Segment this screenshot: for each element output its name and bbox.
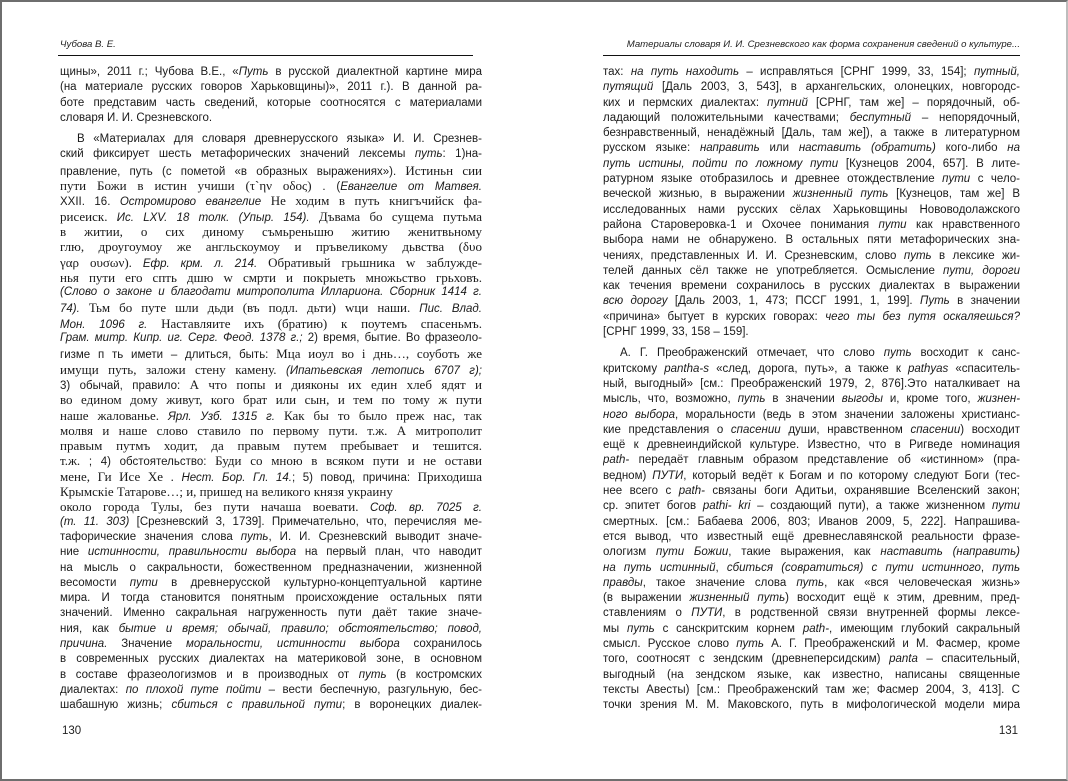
- text: ) восходит ещё к этим, древним, пред-: [785, 592, 1020, 605]
- text: чениях, представленных И. И. Срезневским, слово: [603, 249, 904, 262]
- text-line: [603, 65, 1020, 80]
- text: : 1)на-: [442, 148, 482, 161]
- text-line: [60, 224, 482, 239]
- italic-text: всю дорогу: [603, 295, 668, 308]
- old-russian-quote: имущи путь, заложи стену камену.: [60, 361, 287, 377]
- text-line: [60, 132, 482, 147]
- text: связаны боги Адитьи, охранявшие Вселенский закон;: [704, 485, 1020, 498]
- text-line: [603, 279, 1020, 294]
- text-line: [603, 683, 1020, 698]
- text: выбора нами не обнаружено. В остальных пяти метафорических зна-: [603, 234, 1020, 247]
- text: или: [759, 142, 799, 155]
- text: [Кузнецов, там же] В: [888, 188, 1020, 201]
- text: сохранилось: [399, 637, 482, 650]
- page-body-text: [603, 65, 1020, 713]
- text: ,: [980, 561, 993, 574]
- text-line: [60, 331, 482, 346]
- text-line: [60, 300, 482, 315]
- italic-text: Евангелие от Матвея.: [340, 181, 482, 194]
- old-russian-quote: Наставляите ихъ (братию) к поутемъ спасеньмъ.: [147, 315, 482, 331]
- text-line: [603, 264, 1020, 279]
- text: в русской диалектной картине мира: [268, 66, 482, 78]
- text-line: [603, 80, 1020, 95]
- text-line: [60, 255, 482, 270]
- text-line: [60, 316, 482, 331]
- text-line: [603, 408, 1020, 423]
- italic-text: Пис. Влад.: [419, 303, 482, 316]
- header-rule: [603, 55, 1020, 56]
- text-line: [603, 126, 1020, 141]
- text-line: [603, 187, 1020, 202]
- text: ние: [60, 546, 88, 559]
- text-line: [603, 294, 1020, 309]
- text-line: [603, 545, 1020, 560]
- old-russian-quote: Приходиша: [417, 468, 482, 484]
- text: кие представления о: [603, 423, 731, 436]
- text: кого-либо: [935, 142, 1008, 155]
- text-line: [603, 469, 1020, 484]
- italic-text: жизненный путь: [689, 592, 786, 605]
- text: ратурном языке отобразилось и древнее отождествление: [603, 173, 943, 186]
- text-line: [603, 499, 1020, 514]
- italic-text: путь: [903, 249, 932, 262]
- italic-text: pathi- kri: [702, 500, 751, 513]
- italic-text: на путь находить: [630, 66, 740, 78]
- text-line: [60, 683, 482, 698]
- text-line: [60, 637, 482, 652]
- text-line: [60, 193, 482, 208]
- text-line: [603, 346, 1020, 361]
- text: мысль, что, возможно,: [603, 393, 738, 406]
- text: – исправляться [СРНГ 1999, 33, 154];: [739, 66, 974, 78]
- italic-text: pathyas: [907, 362, 949, 375]
- italic-text: путящий: [603, 81, 654, 94]
- text: ; 4) обстоятельство:: [88, 456, 216, 469]
- old-russian-quote: А что попы и дияконы их един хлеб ядят и: [189, 376, 482, 392]
- old-russian-quote: Тьм бо путе шли дьди (въ подл. дьти) wци наши.: [79, 300, 420, 316]
- text: на первый план, что наводит: [296, 546, 482, 559]
- text: ; в воронецких диалек-: [342, 699, 482, 712]
- text: [СРНГ 1999, 33, 158 – 159].: [603, 326, 749, 339]
- text: ,: [715, 561, 727, 574]
- old-russian-quote: в житии, о сих диному съмьреньшю житию женитвьному: [60, 223, 482, 239]
- text-line: [60, 178, 482, 193]
- text: восходит к санс-: [911, 347, 1020, 360]
- text: ния, как: [60, 622, 119, 635]
- text-line: [603, 96, 1020, 111]
- text: того, соотносят с зендским (древнеперсидским): [603, 653, 890, 666]
- text: [СРНГ, там же] – порядочный, об-: [807, 96, 1020, 109]
- italic-text: пути Божии: [656, 546, 729, 559]
- italic-text: сбиться (совратиться) с пути истинного: [726, 561, 981, 574]
- text-line: [603, 172, 1020, 187]
- text-line: [60, 392, 482, 407]
- old-russian-quote: Мца иоул во і днь…, соуботь же: [276, 346, 482, 362]
- italic-text: истинности, правильности выбора: [87, 546, 297, 559]
- old-russian-quote: Дъвама бо сущема путьма: [309, 208, 482, 224]
- old-russian-quote: γαρ ουσων).: [60, 254, 143, 270]
- italic-text: путь: [240, 530, 269, 543]
- text-line: [60, 285, 482, 300]
- old-russian-quote: рисеиск.: [60, 208, 117, 224]
- text: В «Материалах для словаря древнерусского языка» И. И. Срезнев-: [77, 133, 482, 146]
- text-line: [603, 249, 1020, 264]
- italic-text: спасении: [730, 423, 781, 436]
- text-line: [603, 157, 1020, 172]
- text: с санскритским корнем: [654, 622, 803, 635]
- right-page: [603, 0, 1020, 781]
- left-page: [60, 0, 482, 781]
- italic-text: Ефр. крм. л. 214.: [142, 257, 258, 270]
- old-russian-quote: Буди со мною в всяком пути и не остави: [215, 453, 482, 469]
- text-line: [60, 438, 482, 453]
- text-line: [60, 652, 482, 667]
- text-line: [60, 530, 482, 545]
- old-russian-quote: нья пути его спть дшю w смрти и покрыеть множьство грьховъ.: [60, 269, 482, 285]
- italic-text: моральности, истинности выбора: [186, 637, 400, 650]
- text: – спасительный,: [917, 653, 1020, 666]
- text: «след, дорога, путь», а также к: [708, 362, 908, 375]
- text-line: [603, 561, 1020, 576]
- text-line: [603, 637, 1020, 652]
- text: щины», 2011 г.; Чубова В.Е., «: [60, 66, 239, 78]
- italic-text: наставить (обратить): [798, 142, 936, 155]
- text: в древнерусской культурно-концептуальной картине: [157, 576, 482, 589]
- text: в значении: [949, 295, 1020, 308]
- text-line: [603, 652, 1020, 667]
- text: души, нравственном: [780, 423, 911, 436]
- text-line: [60, 545, 482, 560]
- italic-text: спасении: [910, 423, 961, 436]
- text: мира. И тогда становится понятным происхождение остальных пяти: [60, 592, 482, 605]
- text: как нравственного: [906, 218, 1020, 231]
- italic-text: путь истины, пойти по ложному пути: [603, 157, 839, 170]
- text-line: [60, 469, 482, 484]
- text: [Кузнецов 2004, 657]. В лите-: [838, 157, 1020, 170]
- italic-text: path-: [603, 454, 630, 467]
- text: XXII. 16.: [60, 196, 120, 209]
- text: диалектах:: [60, 683, 126, 696]
- text-line: [603, 141, 1020, 156]
- text: телей данных сёл также не употребляется. Осмысление: [603, 264, 943, 277]
- italic-text: Путь: [920, 295, 950, 308]
- text: безнравственный, ненадёжный [Даль, там же]), а также в литературном: [603, 127, 1020, 140]
- text-line: [60, 668, 482, 683]
- text: ещё к древнеиндийской культуре. Известно, что в Ригведе номинация: [603, 439, 1020, 452]
- text: ких и пермских диалектах:: [603, 96, 768, 109]
- text: в значении: [765, 393, 842, 406]
- text-line: [60, 80, 482, 95]
- text: «спаситель-: [948, 362, 1020, 375]
- text: , такие выражения, как: [728, 546, 881, 559]
- italic-text: направить: [699, 142, 760, 155]
- text: смысл. Русское слово: [603, 637, 737, 650]
- italic-text: ПУТИ: [691, 607, 723, 620]
- text-line: [60, 622, 482, 637]
- text: на мысль о сакральности, божественном предназначении, жизненной: [60, 561, 482, 574]
- italic-text: path-: [678, 485, 705, 498]
- old-russian-quote: правым путмъ ходит, да правым путем пребывает и тешится.: [60, 438, 482, 454]
- italic-text: path-: [802, 622, 830, 635]
- italic-text: чего ты без путя оскаляешься?: [825, 310, 1020, 323]
- text-line: [60, 423, 482, 438]
- text: «причина» бытует в курских говорах:: [603, 310, 826, 323]
- italic-text: пути, дороги: [943, 264, 1020, 277]
- italic-text: причина.: [60, 637, 108, 650]
- text: ный, выгодный» [см.: Преображенский 1979, 2, 876].Это наталкивает на: [603, 377, 1020, 390]
- text: – создающий пути), а также жизненном: [750, 500, 992, 513]
- italic-text: путь: [736, 637, 764, 650]
- text: с чело-: [970, 173, 1020, 186]
- text: тафорические значения слова: [60, 530, 241, 543]
- running-header: Материалы словаря И. И. Срезневского как форма сохранения сведений о культуре...: [626, 39, 1020, 50]
- text-line: [603, 438, 1020, 453]
- text-line: [603, 218, 1020, 233]
- italic-text: жизненный путь: [792, 188, 889, 201]
- text-line: [60, 209, 482, 224]
- text: передаёт главным образом представление об «истинном» (пра-: [629, 454, 1020, 467]
- italic-text: Путь: [238, 66, 269, 78]
- italic-text: Соф. вр. 7025 г.: [370, 502, 482, 515]
- text-line: [60, 591, 482, 606]
- text-line: [603, 233, 1020, 248]
- text-line: [60, 606, 482, 621]
- text-line: [60, 377, 482, 392]
- text-line: [603, 576, 1020, 591]
- old-russian-quote: Обративый грьшника w заблужде-: [257, 254, 482, 270]
- text: в современных русских диалектах на материковой зоне, в основном: [60, 653, 482, 666]
- old-russian-quote: Истиньн сии: [405, 162, 482, 178]
- text: – вести беспечную, разгульную, бес-: [261, 683, 482, 696]
- italic-text: путь: [414, 148, 443, 161]
- text: (в выражении: [603, 592, 690, 605]
- italic-text: (Ипатьевская летопись 6707 г);: [286, 364, 482, 377]
- italic-text: беспутный: [849, 111, 912, 124]
- text: . (: [311, 181, 341, 194]
- italic-text: Мон. 1096 г.: [60, 318, 148, 331]
- text-line: [603, 310, 1020, 325]
- old-russian-quote: мене, Ги Исе Хе .: [60, 468, 182, 484]
- text-line: [603, 698, 1020, 713]
- page-body-text: [60, 65, 482, 713]
- text-line: [603, 530, 1020, 545]
- text: , моральности (ведь в этом значении заложены христианс-: [675, 408, 1020, 421]
- text: А. Г. Преображенский и М. Фасмер, кроме: [763, 637, 1020, 650]
- old-russian-quote: молвя и наше слово ставило по первому пути. т.ж. А митрополит: [60, 422, 482, 438]
- old-russian-quote: т.ж.: [60, 453, 89, 469]
- page-number: 131: [998, 725, 1018, 737]
- italic-text: panta: [889, 653, 918, 666]
- italic-text: Грам. митр. Кипр. иг. Серг. Феод. 1378 г.;: [60, 332, 303, 345]
- italic-text: путный,: [973, 66, 1020, 78]
- text: , И. И. Срезневский выводит значе-: [268, 530, 482, 543]
- italic-text: выгоды: [841, 393, 883, 406]
- text-line: [60, 484, 482, 499]
- text-line: [60, 96, 482, 111]
- text-line: [60, 698, 482, 713]
- text-line: [60, 163, 482, 178]
- italic-text: (Слово о законе и благодати митрополита Иллариона. Сборник 1414 г.: [60, 286, 482, 299]
- old-russian-quote: Крымскiе Татарове…; и, пришед на великого князя украину: [60, 484, 393, 500]
- text: , имеющим глубокий сакральный: [829, 622, 1020, 635]
- text-line: [60, 561, 482, 576]
- text: весомости: [60, 576, 130, 589]
- header-rule: [58, 55, 473, 56]
- italic-text: по плохой путе пойти: [125, 683, 262, 696]
- italic-text: путь: [883, 347, 912, 360]
- text: ется вывод, что известный ещё древнеславянской реальности фразе-: [603, 530, 1020, 543]
- text-line: [603, 453, 1020, 468]
- old-russian-quote: Как бы то было преж нас, так: [274, 407, 482, 423]
- italic-text: Ис. LXV. 18 толк. (Упыр. 154).: [116, 211, 310, 224]
- text-line: [603, 392, 1020, 407]
- text-line: [60, 65, 482, 80]
- text: ) восходит: [960, 423, 1020, 436]
- text: нее всего с: [603, 485, 679, 498]
- italic-text: ПУТИ: [652, 469, 684, 482]
- italic-text: pantha-s: [664, 362, 709, 375]
- text: ологизм: [603, 546, 657, 559]
- italic-text: путь: [796, 576, 825, 589]
- italic-text: на путь истинный: [603, 561, 716, 574]
- italic-text: бытие и время; обычай, правило; обстоятельство; повод,: [118, 622, 482, 635]
- old-russian-quote: наше жалованье.: [60, 407, 168, 423]
- text-line: [60, 453, 482, 468]
- text: ; 5) повод, причина:: [291, 471, 418, 484]
- text: выгодный (на зендском языке, как известно, написаны священные: [603, 668, 1020, 681]
- italic-text: пути: [991, 500, 1020, 513]
- italic-text: сбиться с правильной пути: [171, 699, 343, 712]
- text: 2) время, бытие. Во фразеоло-: [302, 332, 482, 345]
- italic-text: Остромирово евангелие: [119, 196, 262, 209]
- text-line: [603, 484, 1020, 499]
- text: ср. эпитет богов: [603, 500, 703, 513]
- text: (на материале русских говоров Харьковщины)», 2011 г.). В данной ра-: [60, 81, 482, 94]
- italic-text: пути: [942, 173, 971, 186]
- text: точки зрения М. М. Маковского, путь в мифологической модели мира: [603, 699, 1020, 712]
- text: веческой жизнью, в выражении: [603, 188, 793, 201]
- text-line: [60, 239, 482, 254]
- text-line: [603, 668, 1020, 683]
- text: [Даль 2003, 1, 473; ПССГ 1991, 1, 199].: [667, 295, 921, 308]
- text: в составе фразеологизмов и в производных от: [60, 668, 359, 681]
- text-line: [60, 576, 482, 591]
- text: мы: [603, 622, 628, 635]
- text: и, кроме того,: [882, 393, 978, 406]
- text-line: [603, 591, 1020, 606]
- italic-text: путь: [737, 393, 766, 406]
- old-russian-quote: Не ходим в путь книгъчийск фа-: [261, 193, 482, 209]
- text: значений. Именно сакральная нагруженность пути даёт такие значе-: [60, 607, 482, 620]
- text-line: [603, 362, 1020, 377]
- running-header: Чубова В. Е.: [60, 39, 116, 50]
- text: [Срезневский 3, 1739]. Примечательно, что, перечисляя ме-: [129, 515, 482, 528]
- italic-text: пути: [878, 218, 907, 231]
- text: шабашную жизнь;: [60, 699, 172, 712]
- text: как течения времени сохранилось в русских диалектах в выражении: [603, 280, 1020, 293]
- text: исследованных нами русских сёлах Харьковщины Нововодолажского: [603, 203, 1020, 216]
- italic-text: Нест. Бор. Гл. 14.: [181, 471, 292, 484]
- text: в лексике жи-: [931, 249, 1020, 262]
- old-russian-quote: около города Тулы, без пути начаша воевати.: [60, 499, 371, 515]
- italic-text: путь: [627, 622, 655, 635]
- text: тах:: [603, 66, 631, 78]
- text: критскому: [603, 362, 665, 375]
- text-line: [603, 325, 1020, 340]
- text-line: [603, 111, 1020, 126]
- text: 3) обычай, правило:: [60, 379, 190, 392]
- italic-text: ного выбора: [603, 408, 676, 421]
- text-line: [603, 423, 1020, 438]
- text: боте представим часть сведений, которые соотносятся с материалами: [60, 96, 482, 109]
- text-line: [60, 408, 482, 423]
- text: , в родственной связи внутренней формы лексе-: [722, 607, 1020, 620]
- text: русском языке:: [603, 142, 700, 155]
- italic-text: пути: [129, 576, 158, 589]
- text: словаря И. И. Срезневского.: [60, 111, 213, 124]
- italic-text: 74).: [60, 303, 80, 316]
- text: А. Г. Преображенский отмечает, что слово: [620, 347, 884, 360]
- old-russian-quote: пути Божи в истин учиши (τ`ην οδος): [60, 178, 312, 194]
- text-line: [603, 203, 1020, 218]
- text: смертных. [см.: Бабаева 2006, 803; Иванов 2009, 5, 222]. Напрашива-: [603, 515, 1020, 528]
- text-line: [60, 147, 482, 162]
- italic-text: жизнен-: [977, 393, 1020, 406]
- italic-text: Ярл. Узб. 1315 г.: [167, 410, 275, 423]
- text: гизме п ть имети – длиться, быть:: [60, 349, 277, 362]
- text: – непорядочный,: [911, 111, 1020, 124]
- text: , который ведёт к Богам и по которому следуют Боги (тес-: [683, 469, 1020, 482]
- text: ставлениям о: [603, 607, 692, 620]
- old-russian-quote: во едином дому живут, кого брат или сын, и тем по тому ж пути: [60, 392, 482, 408]
- page-number: 130: [62, 725, 82, 737]
- text-line: [603, 377, 1020, 392]
- text: ский фиксирует шесть метафорических значений лексемы: [60, 148, 415, 161]
- text-line: [60, 499, 482, 514]
- italic-text: наставить (направить): [880, 546, 1020, 559]
- text-line: [603, 606, 1020, 621]
- text-line: [60, 515, 482, 530]
- text: ладающий положительными качествами;: [603, 111, 850, 124]
- text: (в костромских: [386, 668, 482, 681]
- text-line: [60, 362, 482, 377]
- old-russian-quote: глю, дроугоумоу же англьскоумоу и пръвеликому дьвства (δυο: [60, 239, 482, 255]
- text: Значение: [107, 637, 186, 650]
- text: района Староверовка-1 и Охочее понимания: [603, 218, 879, 231]
- text-line: [603, 622, 1020, 637]
- text: , такое значение слова: [642, 576, 797, 589]
- italic-text: (т. 11. 303): [60, 515, 130, 528]
- text: [Даль 2003, 3, 543], в архангельских, олонецких, новгородс-: [653, 81, 1020, 94]
- text-line: [60, 346, 482, 361]
- text: тексты Авесты) [см.: Преображенский там же; Фасмер 2004, 3, 413]. С: [603, 683, 1020, 696]
- text-line: [60, 111, 482, 126]
- text: правление, путь (с пометой «в образных выражениях»).: [60, 165, 406, 178]
- italic-text: путний: [767, 96, 808, 109]
- italic-text: на: [1007, 142, 1020, 155]
- text: , как «вся человеческая жизнь»: [824, 576, 1020, 589]
- italic-text: путь: [358, 668, 387, 681]
- text-line: [60, 270, 482, 285]
- italic-text: путь: [992, 561, 1020, 574]
- text-line: [603, 515, 1020, 530]
- text: ведном): [603, 469, 653, 482]
- italic-text: правды: [603, 576, 643, 589]
